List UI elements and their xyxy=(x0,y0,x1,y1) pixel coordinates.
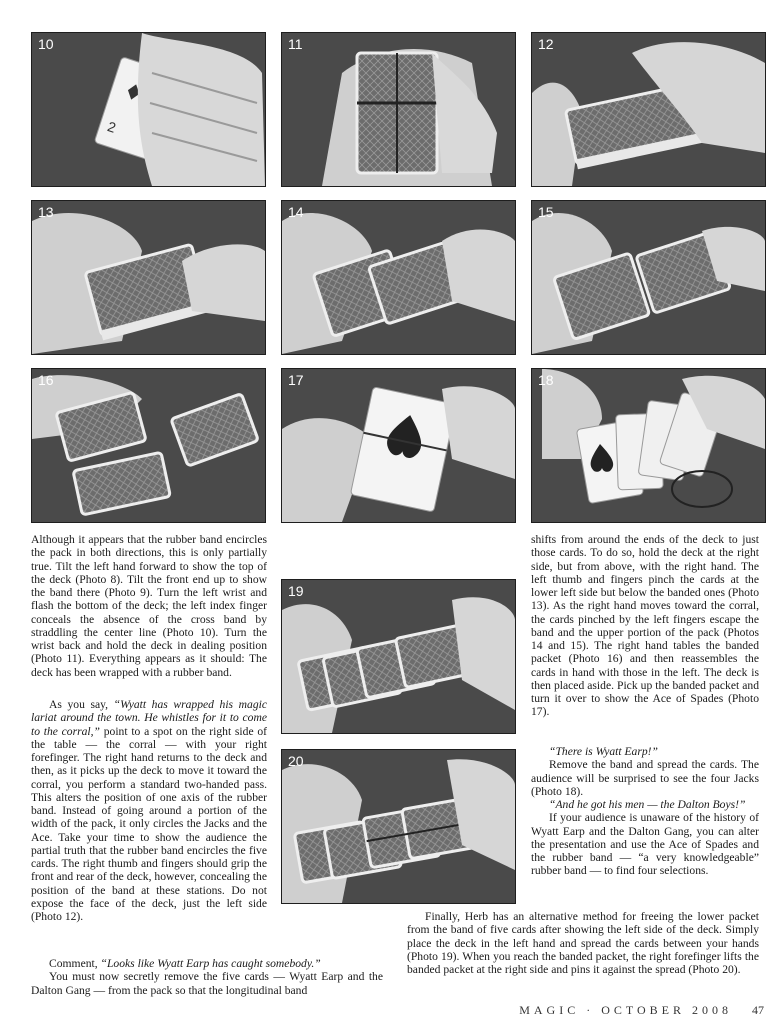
text-comment: Comment, xyxy=(49,957,101,970)
column-left-bottom xyxy=(31,957,383,1003)
quote-lariat: “Wyatt has wrapped his magic lariat around the town. He whistles for it to come to the corral,” xyxy=(31,698,267,738)
column-right-bottom xyxy=(407,910,759,1002)
page-number: 47 xyxy=(752,1003,764,1017)
photo-number-12: 12 xyxy=(538,36,554,52)
paragraph-remove-cards: You must now secretly remove the five cards — Wyatt Earp and the Dalton Gang — from the pack so that the longitudinal band xyxy=(31,970,383,997)
photo-16 xyxy=(31,368,266,523)
paragraph-comment xyxy=(31,957,383,970)
photo-number-11: 11 xyxy=(288,36,303,52)
column-right xyxy=(407,533,759,743)
magazine-issue: MAGIC · OCTOBER 2008 xyxy=(519,1003,732,1017)
photo-20-image xyxy=(282,750,515,903)
photo-number-16: 16 xyxy=(38,372,54,388)
svg-text:2: 2 xyxy=(105,118,118,136)
quote-wyatt-earp-text: “There is Wyatt Earp!” xyxy=(549,745,658,758)
quote-dalton-boys-text: “And he got his men — the Dalton Boys!” xyxy=(549,798,746,811)
paragraph-selections: If your audience is unaware of the history of Wyatt Earp and the Dalton Gang, you can alter the presentation and use the Ace of Spades and the rubber band — “a very knowledgeable” rubber band — to find four selections. xyxy=(531,811,759,878)
photo-number-17: 17 xyxy=(288,372,304,388)
photo-17 xyxy=(281,368,516,523)
photo-number-13: 13 xyxy=(38,204,54,220)
photo-10 xyxy=(31,32,266,187)
column-right-continued xyxy=(531,745,759,910)
photo-number-15: 15 xyxy=(538,204,554,220)
photo-11-image xyxy=(282,33,515,186)
photo-14-image xyxy=(282,201,515,354)
photo-number-20: 20 xyxy=(288,753,304,769)
paragraph-intro: Although it appears that the rubber band encircles the pack in both directions, this is only partially true. Tilt the left hand forward to show the top of the deck (Photo 8). Tilt the front end up to show the band there (Photo 9). Turn the left wrist and flash the bottom of the deck; the left index finger conceals the absence of the cross band by straddling the center line (Photo 10). Turn the wrist back and hold the deck in dealing position (Photo 11). Everything appears as it should: The deck has been wrapped with a rubber band. xyxy=(31,533,267,679)
photo-16-image xyxy=(32,369,265,522)
quote-dalton-boys xyxy=(531,798,759,811)
photo-number-18: 18 xyxy=(538,372,554,388)
photo-11 xyxy=(281,32,516,187)
photo-13 xyxy=(31,200,266,355)
text-as-you-say: As you say, xyxy=(49,698,114,711)
photo-12-image xyxy=(532,33,765,186)
photo-number-10: 10 xyxy=(38,36,54,52)
photo-17-image xyxy=(282,369,515,522)
paragraph-four-jacks: Remove the band and spread the cards. The audience will be surprised to see the four Jacks (Photo 18). xyxy=(531,758,759,798)
page-footer xyxy=(519,1003,764,1018)
column-left-continued xyxy=(31,698,267,956)
photo-15 xyxy=(531,200,766,355)
photo-12 xyxy=(531,32,766,187)
column-left xyxy=(31,533,383,698)
photo-number-19: 19 xyxy=(288,583,304,599)
photo-18-image xyxy=(532,369,765,522)
photo-14 xyxy=(281,200,516,355)
quote-caught: “Looks like Wyatt Earp has caught somebody.” xyxy=(100,957,321,970)
photo-number-14: 14 xyxy=(288,204,304,220)
quote-wyatt-earp xyxy=(531,745,759,758)
photo-15-image xyxy=(532,201,765,354)
photo-10-image xyxy=(32,33,265,186)
photo-18 xyxy=(531,368,766,523)
paragraph-wyatt-lariat xyxy=(31,698,267,923)
photo-20 xyxy=(281,749,516,904)
photo-13-image xyxy=(32,201,265,354)
paragraph-alternative-method: Finally, Herb has an alternative method for freeing the lower packet from the band of five cards after showing the left side of the deck. Simply place the deck in the left hand and spread the cards between your hands (Photo 19). When you reach the banded packet, the right forefinger lifts the banded packet at the right side and pins it against the spread (Photo 20). xyxy=(407,910,759,976)
text-pass-description: point to a spot on the right side of the table — the corral — with your right forefinger. The right hand returns to the deck and then, as it picks up the deck to move it toward the corral, you perform a standard two-handed pass. This alters the position of one axis of the rubber band. Instead of going around a portion of the width of the pack, it only circles the Jacks and the Ace. Take your time to show the audience the partial truth that the rubber band encircles the five cards. The right thumb and fingers should grip the front and rear of the deck, however, concealing the position of the band at these stations. Do not expose the face of the deck, just the left side (Photo 12). xyxy=(31,724,267,923)
paragraph-shift-band: shifts from around the ends of the deck to just those cards. To do so, hold the deck at the right side, but from above, with the right hand. The left thumb and fingers pinch the cards at the lower left side but below the banded ones (Photo 13). As the right hand moves toward the corral, the cards pinched by the left fingers escape the band and the upper portion of the pack (Photos 14 and 15). The right hand tables the banded packet (Photo 16) and then reassembles the cards in hand with those in the left. The deck is then placed aside. Pick up the banded packet and turn it over to show the Ace of Spades (Photo 17). xyxy=(531,533,759,719)
